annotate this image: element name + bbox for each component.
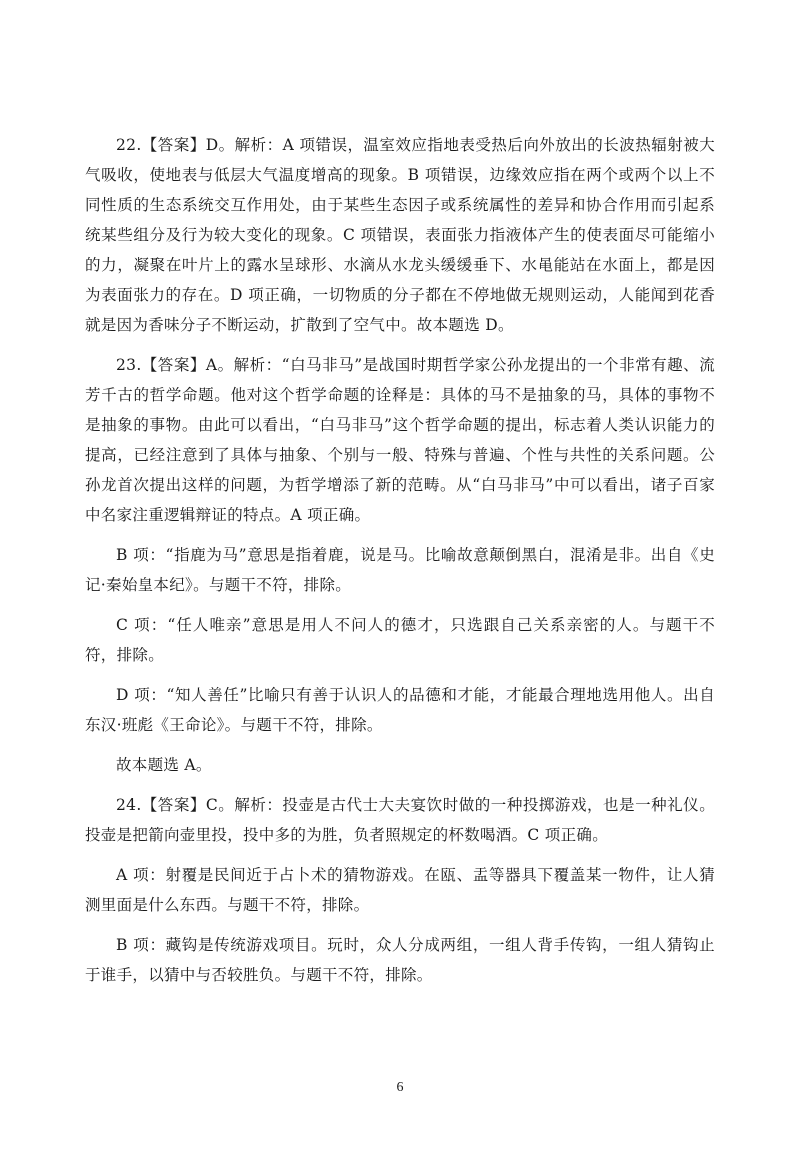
paragraph-q23-option-b: B 项：“指鹿为马”意思是指着鹿，说是马。比喻故意颠倒黑白，混淆是非。出自《史记·秦始皇本纪》。与题干不符，排除。 xyxy=(85,546,715,594)
paragraph-q22: 22.【答案】D。解析：A 项错误，温室效应指地表受热后向外放出的长波热辐射被大气吸收，使地表与低层大气温度增高的现象。B 项错误，边缘效应指在两个或两个以上不同性质的生态系统交互作用处，由于某些生态因子或系统属性的差异和协合作用而引起系统某些组分及行为较大变化的现象。C 项错误，表面张力指液体产生的使表面尽可能缩小的力，凝聚在叶片上的露水呈球形、水滴从水龙头缓缓垂下、水黾能站在水面上，都是因为表面张力的存在。D 项正确，一切物质的分子都在不停地做无规则运动，人能闻到花香就是因为香味分子不断运动，扩散到了空气中。故本题选 D。 xyxy=(85,136,715,334)
answer-explanations xyxy=(85,130,715,1000)
paragraph-q23-option-c: C 项：“任人唯亲”意思是用人不问人的德才，只选跟自己关系亲密的人。与题干不符，排除。 xyxy=(85,616,715,664)
paragraph-q23-conclusion: 故本题选 A。 xyxy=(116,756,212,774)
paragraph-q24-option-b: B 项：藏钩是传统游戏项目。玩时，众人分成两组，一组人背手传钩，一组人猜钩止于谁手，以猜中与否较胜负。与题干不符，排除。 xyxy=(85,936,715,984)
paragraph-q24: 24.【答案】C。解析：投壶是古代士大夫宴饮时做的一种投掷游戏，也是一种礼仪。投壶是把箭向壶里投，投中多的为胜，负者照规定的杯数喝酒。C 项正确。 xyxy=(85,796,715,844)
paragraph-q23: 23.【答案】A。解析：“白马非马”是战国时期哲学家公孙龙提出的一个非常有趣、流芳千古的哲学命题。他对这个哲学命题的诠释是：具体的马不是抽象的马，具体的事物不是抽象的事物。由此可以看出，“白马非马”这个哲学命题的提出，标志着人类认识能力的提高，已经注意到了具体与抽象、个别与一般、特殊与普遍、个性与共性的关系问题。公孙龙首次提出这样的问题，为哲学增添了新的范畴。从“白马非马”中可以看出，诸子百家中名家注重逻辑辩证的特点。A 项正确。 xyxy=(85,356,715,524)
paragraph-q23-option-d: D 项：“知人善任”比喻只有善于认识人的品德和才能，才能最合理地选用他人。出自东汉·班彪《王命论》。与题干不符，排除。 xyxy=(85,686,715,734)
page-number: 6 xyxy=(396,1080,404,1095)
paragraph-q24-option-a: A 项：射覆是民间近于占卜术的猜物游戏。在瓯、盂等器具下覆盖某一物件，让人猜测里面是什么东西。与题干不符，排除。 xyxy=(85,866,715,914)
